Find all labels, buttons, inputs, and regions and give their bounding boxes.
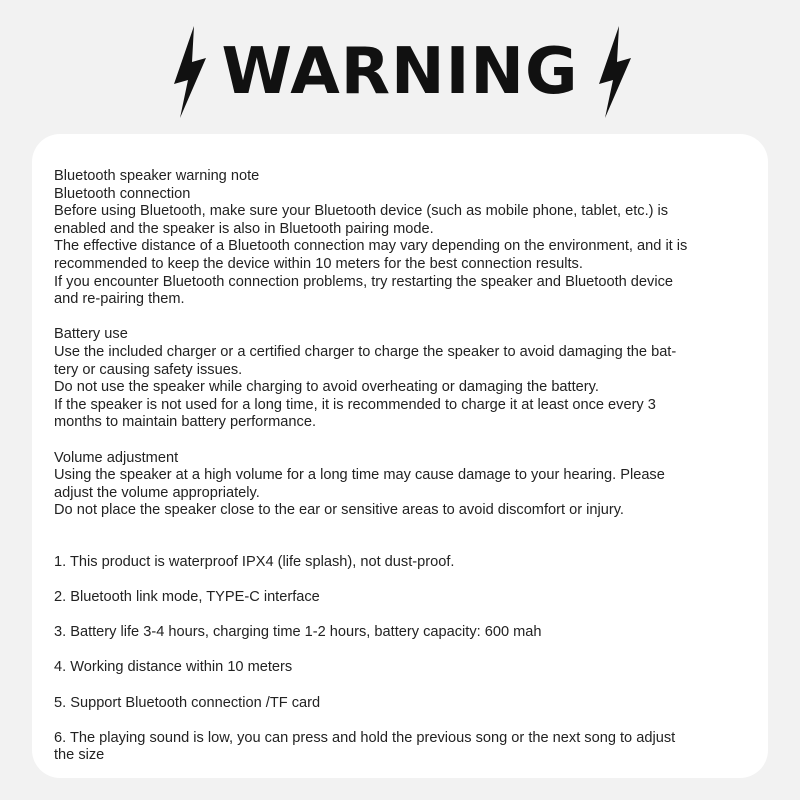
list-item: 1. This product is waterproof IPX4 (life splash), not dust-proof. (54, 553, 455, 570)
section-volume (54, 450, 754, 520)
warning-card (32, 134, 768, 778)
text-line: recommended to keep the device within 10 meters for the best connection results. (54, 255, 583, 272)
text-line: If you encounter Bluetooth connection problems, try restarting the speaker and Bluetooth device (54, 273, 673, 290)
list-item (54, 730, 754, 765)
text-line: Before using Bluetooth, make sure your Bluetooth device (such as mobile phone, tablet, etc.) is (54, 203, 669, 220)
text-line: Using the speaker at a high volume for a long time may cause damage to your hearing. Please (54, 467, 665, 484)
text-line: If the speaker is not used for a long time, it is recommended to charge it at least once every 3 (54, 396, 656, 413)
text-line: Bluetooth speaker warning note (54, 168, 260, 184)
text-line: months to maintain battery performance. (54, 414, 317, 431)
text-line: Do not use the speaker while charging to avoid overheating or damaging the battery. (54, 379, 599, 396)
text-line: and re-pairing them. (54, 291, 185, 308)
list-item: 3. Battery life 3-4 hours, charging time 1-2 hours, battery capacity: 600 mah (54, 624, 542, 641)
spec-list (54, 554, 754, 765)
list-item-line: 6. The playing sound is low, you can press and hold the previous song or the next song to adjust (54, 729, 676, 746)
text-line: adjust the volume appropriately. (54, 484, 260, 501)
warning-text (54, 168, 754, 765)
list-item: 5. Support Bluetooth connection /TF card (54, 694, 321, 711)
text-line: The effective distance of a Bluetooth connection may vary depending on the environment, and it is (54, 238, 688, 255)
text-line: Do not place the speaker close to the ear or sensitive areas to avoid discomfort or injury. (54, 502, 624, 519)
text-line: Bluetooth connection (54, 185, 191, 202)
text-line: Use the included charger or a certified charger to charge the speaker to avoid damaging the bat- (54, 343, 677, 360)
list-item: 4. Working distance within 10 meters (54, 659, 293, 676)
text-line: Battery use (54, 326, 128, 343)
page-title: WARNING (221, 35, 579, 109)
section-battery (54, 326, 754, 432)
text-line: tery or causing safety issues. (54, 361, 243, 378)
list-item: 2. Bluetooth link mode, TYPE-C interface (54, 589, 320, 606)
text-line: enabled and the speaker is also in Bluetooth pairing mode. (54, 220, 434, 237)
header (0, 0, 800, 140)
lightning-bolt-icon (595, 24, 635, 120)
section-bluetooth (54, 168, 754, 309)
list-item-line: the size (54, 747, 105, 764)
text-line: Volume adjustment (54, 449, 179, 466)
